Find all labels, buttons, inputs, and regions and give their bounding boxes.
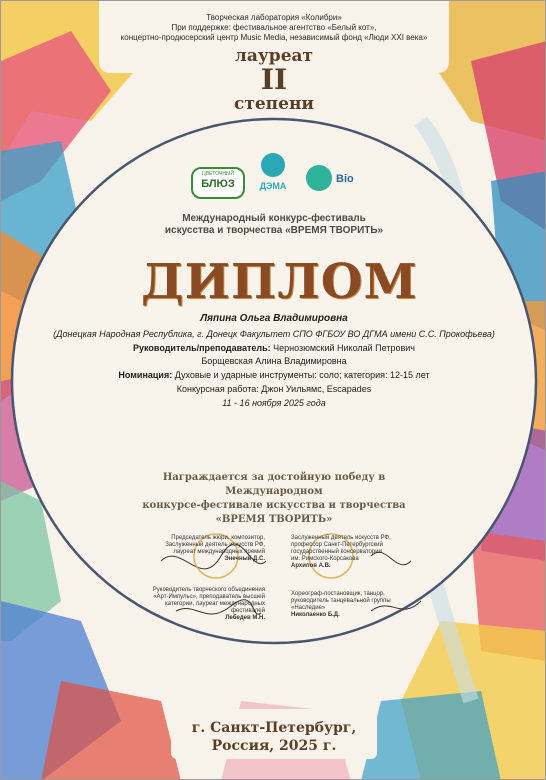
signature-title: им. Римского-Корсакова [291,556,359,562]
diploma-title: ДИПЛОМ [141,254,418,310]
nomination-label: Номинация: [118,370,173,380]
nomination-line [29,369,519,381]
signature-title: «Наследие» [291,605,326,611]
laureate-word: лауреат [234,46,314,66]
signature-title: Заслуженный деятель искусств РФ, [291,535,391,541]
signature-right-1 [291,535,415,570]
signature-title: государственный консерватории [291,549,382,555]
dema-emblem-icon [261,153,285,177]
laureate-degree-word: степени [233,94,314,114]
organizers-block [111,13,437,43]
issue-place [181,719,367,755]
nomination-value: Духовые и ударные инструменты: соло; категория: 12-15 лет [172,370,430,380]
signature-title: Председатель жюри, композитор, [171,535,265,541]
bio-emblem-icon [306,165,332,191]
teacher-2: Борщевская Алина Владимировна [201,356,347,366]
bluz-logo [191,167,243,197]
signature-title: лауреат международных премий [173,549,265,555]
bluz-logo-text: БЛЮЗ [201,178,235,190]
festival-line-1: Международный конкурс-фестиваль [182,213,366,224]
signature-title: Хореограф-постановщик, танцор, [291,591,385,597]
city-line: г. Санкт-Петербург, [191,720,357,736]
dema-logo-text: ДЭМА [259,181,287,191]
award-text [121,471,427,527]
signature-name: Энечный Д.С. [224,556,265,562]
award-line-3: «ВРЕМЯ ТВОРИТЬ» [215,514,333,525]
bluz-logo-top: ЦВЕТОЧНЫЙ [202,171,234,177]
signature-title: руководитель танцевальной группы [291,598,391,604]
signature-title: категории, лауреат международных [165,601,265,607]
signature-title: фестивалей [230,608,265,614]
signature-title: Заслуженный деятель искусств РФ, [165,542,265,548]
header-line-3: концертно-продюсерский центр Music Media, независимый фонд «Люди XXI века» [120,33,428,42]
award-line-2: конкурсе-фестивале искусства и творчества [142,500,406,511]
teacher-value: Чернозюмский Николай Петрович [270,343,415,353]
signature-left-2 [131,587,265,622]
festival-dates: 11 - 16 ноября 2025 года [222,398,326,408]
signature-title: «Арт-Импульс», преподаватель высшей [153,594,265,600]
signature-right-2 [291,591,415,619]
year-line: Россия, 2025 г. [211,738,337,754]
festival-title [161,213,387,237]
header-line-2: При поддержке: фестивальное агентство «Белый кот», [171,23,377,32]
signature-title: профессор Санкт-Петербургский [291,542,383,548]
dema-logo [253,153,293,199]
bio-logo [306,165,362,195]
signature-title: Руководитель творческого объединения [152,587,265,593]
header-line-1: Творческая лаборатория «Колибри» [206,13,342,22]
laureate-degree [201,47,347,113]
signature-name: Николаенко Б.Д. [291,612,340,618]
festival-line-2: искусства и творчества «ВРЕМЯ ТВОРИТЬ» [164,225,384,236]
laureate-numeral: II [260,63,288,96]
signature-name: Архипов А.В. [291,563,331,569]
teacher-label: Руководитель/преподаватель: [133,343,271,353]
teacher-line [29,342,519,354]
participant-org: (Донецкая Народная Республика, г. Донецк Факультет СПО ФГБОУ ВО ДГМА имени С.С. Прокофьева) [53,329,495,339]
bio-logo-text: Bio [336,173,354,185]
signature-left-1 [141,535,265,563]
award-line-1: Награждается за достойную победу в Международном [162,472,386,497]
signature-name: Лебедев М.Н. [225,615,265,621]
competition-work: Конкурсная работа: Джон Уильямс, Escapades [176,384,372,394]
participant-name: Ляпина Ольга Владимировна [200,313,348,324]
